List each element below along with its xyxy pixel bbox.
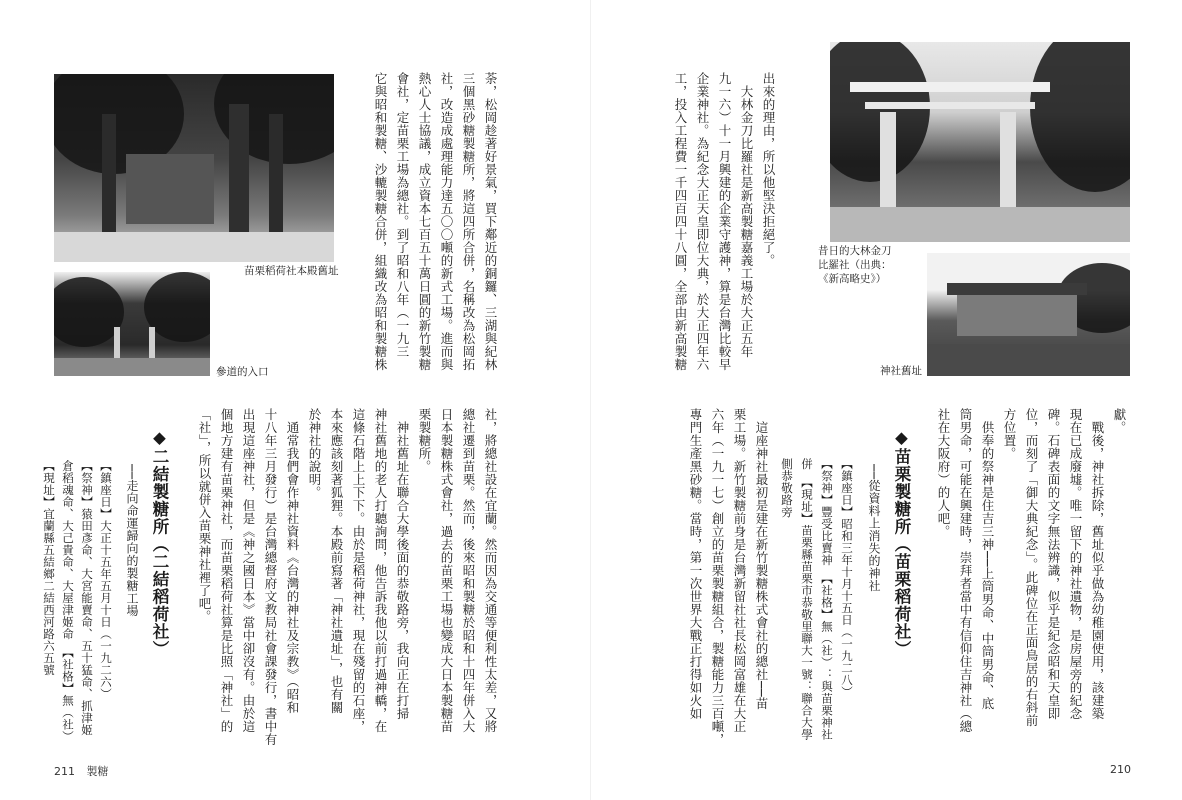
- text-column: 出來的理由，所以他堅決拒絕了。: [761, 72, 776, 267]
- text-column: 個地方建有苗栗神社，而苗栗稻荷社算是比照「神社」的: [219, 408, 234, 733]
- text-column: 通常我們會作神社資料《台灣的神社及宗教》（昭和: [285, 408, 300, 714]
- torii-photo: [830, 42, 1130, 242]
- meta-line: 側恭敬路旁: [780, 458, 794, 518]
- text-column: 工，投入工程費一千四百四十八圓，全部由新高製糖: [673, 72, 688, 371]
- meta-line: 【鎮座日】昭和三年十月十五日（一九二八）: [840, 458, 854, 698]
- approach-caption: 參道的入口: [216, 366, 269, 378]
- section-title-erjie: ◆二結製糖所（二結稻荷社）: [150, 428, 169, 658]
- text-column: 日本製糖株式會社，過去的苗栗工場也變成大日本製糖苗: [439, 408, 454, 733]
- text-column: 供奉的祭神是住吉三神──上筒男命、中筒男命、底: [980, 408, 995, 711]
- text-column: 神社舊址在聯合大學後面的恭敬路旁，我向正在打掃: [395, 408, 410, 720]
- text-column: 專門生產黑砂糖。當時，第一次世界大戰正打得如火如: [688, 408, 703, 720]
- text-column: 社，改造成處理能力達五〇〇噸的新式工場。進而與: [439, 72, 454, 371]
- text-column: 六年（一九一七）創立的苗栗製糖組合，製糖能力三百噸，: [710, 408, 725, 746]
- main-hall-caption: 苗栗稻荷社本殿舊址: [244, 265, 339, 277]
- meta-line: 【現址】宜蘭縣五結鄉二結西河路六五號: [42, 460, 56, 676]
- text-column: 會社，定苗栗工場為總社。到了昭和八年（一九三: [395, 72, 410, 358]
- text-column: 位，而刻了「御大典紀念」。此碑位在正面鳥居的右斜前: [1024, 408, 1039, 727]
- main-hall-site-photo: [54, 74, 334, 262]
- text-column: 現在已成廢墟。唯一留下的神社遺物，是房屋旁的紀念: [1068, 408, 1083, 720]
- text-column: 栗工場。新竹製糖前身是台灣新留社社長松岡富雄在大正: [732, 408, 747, 733]
- page-number: 211: [54, 765, 75, 778]
- text-column: 十八年三月發行）是台灣總督府文教局社會課發行，書中有: [263, 408, 278, 746]
- meta-line: 併 【現址】苗栗縣苗栗市恭敬里聯大一號：聯合大學: [800, 458, 814, 741]
- text-column: 它與昭和製糖、沙轆製糖合併，組織改為昭和製糖株: [373, 72, 388, 371]
- text-column: 出現這座神社，但是《神之國日本》當中卻沒有。由於這: [241, 408, 256, 733]
- text-column: 筒男命，可能在興建時，崇拜者當中有信仰住吉神社（總: [958, 408, 973, 733]
- text-column: 戰後，神社拆除，舊址似乎做為幼稚園使用，該建築: [1090, 408, 1105, 720]
- text-column: 這條石階上上下下。由於是稻荷神社，現在殘留的石座，: [351, 408, 366, 733]
- running-head: 製糖: [86, 765, 109, 778]
- shrine-site-caption: 神社舊址: [880, 365, 922, 377]
- text-column: 碑。石碑表面的文字無法辨識，似乎是紀念昭和天皇即: [1046, 408, 1061, 720]
- text-column: 三個黑砂糖製糖所，將這四所合併，名稱改為松岡拓: [461, 72, 476, 371]
- text-column: 於神社的說明。: [307, 408, 322, 499]
- text-column: 企業神社。為紀念大正天皇即位大典，於大正四年六: [695, 72, 710, 371]
- meta-line: 【祭神】豐受比賣神 【社格】無（社）：與苗栗神社: [820, 458, 834, 741]
- page-number-left: [54, 763, 109, 779]
- text-column: 這座神社最初是建在新竹製糖株式會社的總社──苗: [754, 408, 769, 711]
- meta-line: 【鎮座日】大正十五年五月十日（一九二六）: [99, 460, 113, 700]
- page-gutter: [590, 0, 591, 800]
- text-column: 「社」，所以就併入苗栗神社裡了吧。: [197, 408, 212, 623]
- page-number-right: 210: [1110, 763, 1131, 776]
- text-column: 熱心人士協議，成立資本七百五十萬日圓的新竹製糖: [417, 72, 432, 371]
- shrine-site-photo: [927, 253, 1130, 376]
- meta-line: 倉稻魂命、大己貴命、大屋津姬命 【社格】無（社）: [61, 460, 75, 743]
- text-column: 栗製糖所。: [417, 408, 432, 473]
- torii-caption: 昔日的大林金刀 比羅社（出典： 《新高略史》）: [818, 245, 892, 285]
- text-column: 本來應該刻著狐狸。本殿前寫著「神社遺址」，也有關: [329, 408, 344, 714]
- text-column: 獻。: [1112, 408, 1127, 434]
- text-column: 神社舊地的老人打聽詢問，他告訴我他以前打過神轎，在: [373, 408, 388, 733]
- section-subtitle-erjie: ──走向命運歸向的製糖工場: [125, 464, 139, 617]
- section-title-miaoli: ◆苗栗製糖所（苗栗稻荷社）: [892, 428, 911, 658]
- text-column: 大林金刀比羅社是新高製糖嘉義工場於大正五年: [739, 85, 754, 358]
- text-column: 社，將總社設在宜蘭。然而因為交通等便利性太差，又將: [483, 408, 498, 733]
- text-column: 荼，松岡趁著好景氣，買下鄰近的銅鑼、三湖與紀林: [483, 72, 498, 371]
- approach-entrance-photo: [54, 272, 210, 376]
- text-column: 社在大阪府）的人吧。: [936, 408, 951, 538]
- text-column: 總社遷到苗栗。然而，後來昭和製糖於昭和十四年併入大: [461, 408, 476, 733]
- text-column: 九一六）十一月興建的企業守護神，算是台灣比較早: [717, 72, 732, 371]
- section-subtitle-miaoli: ──從資料上消失的神社: [867, 464, 881, 592]
- text-column: 方位置。: [1002, 408, 1017, 460]
- meta-line: 【祭神】猿田彥命、大宮能賣命、五十猛命、抓津姬: [80, 460, 94, 736]
